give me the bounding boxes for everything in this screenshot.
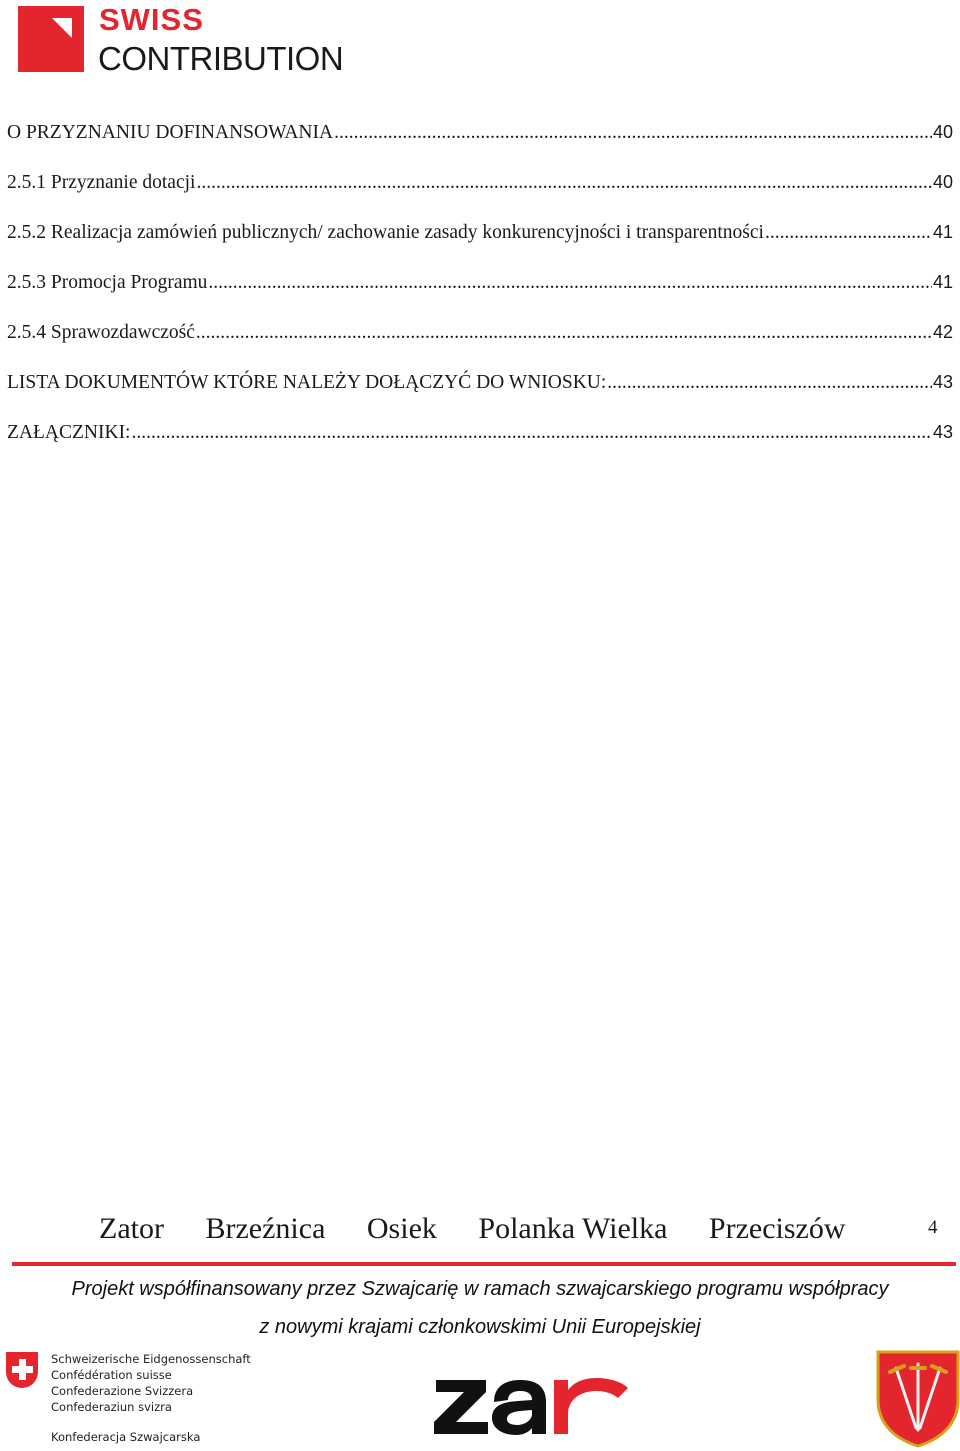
logo-red-square-icon bbox=[18, 6, 84, 72]
toc-leader-dots bbox=[196, 172, 932, 194]
confederation-line: Schweizerische Eidgenossenschaft bbox=[51, 1352, 251, 1366]
toc-entry[interactable] bbox=[7, 122, 953, 172]
coat-of-arms-icon bbox=[876, 1350, 960, 1448]
toc-leader-dots bbox=[765, 222, 932, 244]
confederation-names bbox=[51, 1351, 251, 1415]
toc-entry[interactable] bbox=[7, 222, 953, 272]
toc-entry-label: ZAŁĄCZNIKI: bbox=[7, 422, 131, 443]
confederation-polish-name: Konfederacja Szwajcarska bbox=[51, 1430, 201, 1444]
swiss-cross-icon bbox=[6, 1352, 38, 1388]
toc-entry-label: O PRZYZNANIU DOFINANSOWANIA bbox=[7, 122, 334, 143]
toc-entry-label: LISTA DOKUMENTÓW KTÓRE NALEŻY DOŁĄCZYĆ DO WNIOSKU: bbox=[7, 372, 607, 393]
footer-funding-line-1: Projekt współfinansowany przez Szwajcarię w ramach szwajcarskiego programu współpracy bbox=[71, 1278, 889, 1300]
logo-contribution-text: CONTRIBUTION bbox=[98, 40, 344, 77]
page-number: 4 bbox=[928, 1217, 938, 1238]
confederation-line: Confederaziun svizra bbox=[51, 1400, 172, 1414]
swiss-contribution-logo bbox=[18, 2, 358, 77]
town-name: Polanka Wielka bbox=[478, 1212, 668, 1245]
town-name: Przeciszów bbox=[708, 1212, 846, 1245]
zar-logo-icon bbox=[432, 1372, 632, 1442]
toc-entry-page: 41 bbox=[932, 222, 953, 242]
toc-entry-page: 43 bbox=[932, 422, 953, 442]
toc-entry-page: 41 bbox=[932, 272, 953, 292]
footer-funding-line-2: z nowymi krajami członkowskimi Unii Europejskiej bbox=[259, 1316, 701, 1338]
toc-entry-page: 42 bbox=[932, 322, 953, 342]
toc-leader-dots bbox=[208, 272, 932, 294]
toc-entry-page: 40 bbox=[932, 172, 953, 192]
confederation-line: Confédération suisse bbox=[51, 1368, 172, 1382]
toc-entry[interactable] bbox=[7, 172, 953, 222]
toc-entry-page: 43 bbox=[932, 372, 953, 392]
table-of-contents bbox=[7, 122, 953, 472]
town-name: Zator bbox=[99, 1212, 164, 1245]
toc-leader-dots bbox=[607, 372, 932, 394]
toc-entry-page: 40 bbox=[932, 122, 953, 142]
swiss-confederation-logo bbox=[6, 1352, 256, 1447]
town-name: Brzeźnica bbox=[205, 1212, 326, 1245]
toc-entry-label: 2.5.4 Sprawozdawczość bbox=[7, 322, 195, 343]
toc-entry[interactable] bbox=[7, 372, 953, 422]
logo-swiss-text: SWISS bbox=[99, 2, 204, 37]
toc-entry-label: 2.5.1 Przyznanie dotacji bbox=[7, 172, 196, 193]
confederation-line: Confederazione Svizzera bbox=[51, 1384, 194, 1398]
toc-leader-dots bbox=[334, 122, 932, 144]
footer-towns bbox=[99, 1212, 880, 1246]
toc-entry[interactable] bbox=[7, 322, 953, 372]
toc-entry[interactable] bbox=[7, 272, 953, 322]
toc-leader-dots bbox=[196, 322, 932, 344]
footer-divider bbox=[12, 1262, 956, 1266]
toc-entry-label: 2.5.3 Promocja Programu bbox=[7, 272, 208, 293]
toc-leader-dots bbox=[131, 422, 931, 444]
toc-entry[interactable] bbox=[7, 422, 953, 472]
toc-entry-label: 2.5.2 Realizacja zamówień publicznych/ zachowanie zasady konkurencyjności i transparentności bbox=[7, 222, 764, 243]
town-name: Osiek bbox=[366, 1212, 437, 1245]
